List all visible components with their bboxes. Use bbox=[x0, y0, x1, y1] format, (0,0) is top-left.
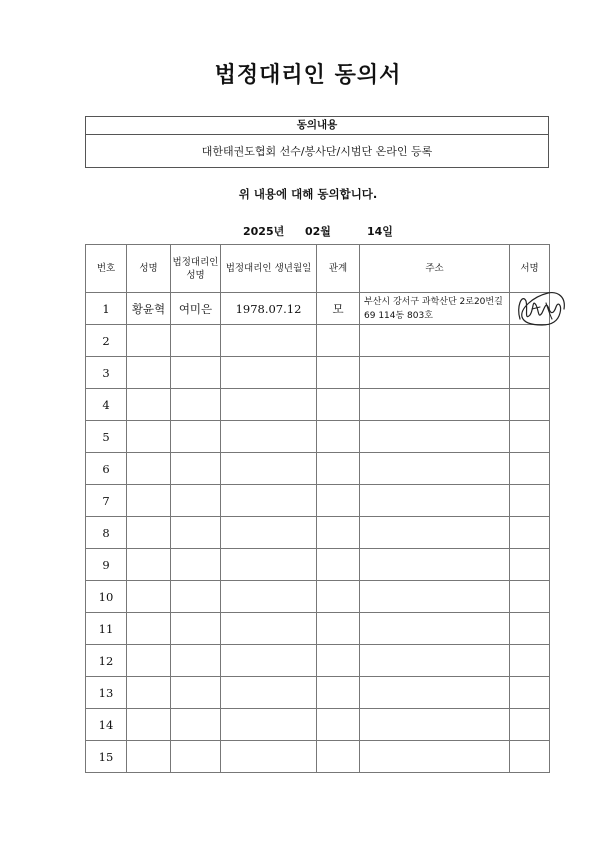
cell-name bbox=[127, 389, 171, 421]
cell-guardian-name bbox=[171, 421, 221, 453]
cell-guardian-name bbox=[171, 645, 221, 677]
cell-guardian-birth bbox=[221, 741, 317, 773]
date-year: 2025년 bbox=[243, 225, 285, 238]
cell-name bbox=[127, 677, 171, 709]
cell-guardian-name bbox=[171, 517, 221, 549]
cell-relation bbox=[317, 357, 360, 389]
cell-guardian-birth: 1978.07.12 bbox=[221, 293, 317, 325]
cell-address: 부산시 강서구 과학산단 2로20번길 69 114동 803호 bbox=[360, 293, 510, 325]
cell-relation bbox=[317, 741, 360, 773]
cell-guardian-birth bbox=[221, 485, 317, 517]
cell-signature bbox=[510, 485, 550, 517]
table-row bbox=[86, 645, 550, 677]
header-guardian-birth: 법정대리인 생년월일 bbox=[221, 245, 317, 293]
cell-signature bbox=[510, 453, 550, 485]
cell-guardian-birth bbox=[221, 581, 317, 613]
cell-address bbox=[360, 741, 510, 773]
cell-guardian-name bbox=[171, 357, 221, 389]
cell-relation bbox=[317, 421, 360, 453]
table-row bbox=[86, 581, 550, 613]
cell-name bbox=[127, 357, 171, 389]
table-row bbox=[86, 421, 550, 453]
date-day: 14일 bbox=[367, 225, 393, 238]
cell-no: 5 bbox=[86, 421, 127, 453]
cell-name bbox=[127, 645, 171, 677]
cell-guardian-birth bbox=[221, 709, 317, 741]
consent-box bbox=[85, 116, 549, 168]
cell-relation bbox=[317, 581, 360, 613]
cell-no: 12 bbox=[86, 645, 127, 677]
cell-name bbox=[127, 485, 171, 517]
cell-address bbox=[360, 549, 510, 581]
cell-no: 2 bbox=[86, 325, 127, 357]
cell-signature bbox=[510, 677, 550, 709]
cell-relation bbox=[317, 517, 360, 549]
cell-no: 3 bbox=[86, 357, 127, 389]
cell-no: 10 bbox=[86, 581, 127, 613]
table-row bbox=[86, 485, 550, 517]
cell-address bbox=[360, 709, 510, 741]
cell-address bbox=[360, 613, 510, 645]
table-row bbox=[86, 549, 550, 581]
cell-guardian-name bbox=[171, 549, 221, 581]
table-row bbox=[86, 677, 550, 709]
header-relation: 관계 bbox=[317, 245, 360, 293]
cell-guardian-name bbox=[171, 389, 221, 421]
cell-name bbox=[127, 709, 171, 741]
cell-signature bbox=[510, 421, 550, 453]
cell-signature bbox=[510, 517, 550, 549]
cell-guardian-birth bbox=[221, 389, 317, 421]
cell-guardian-birth bbox=[221, 613, 317, 645]
cell-no: 9 bbox=[86, 549, 127, 581]
table-row bbox=[86, 517, 550, 549]
cell-guardian-birth bbox=[221, 677, 317, 709]
cell-signature bbox=[510, 293, 550, 325]
table-row bbox=[86, 357, 550, 389]
cell-name bbox=[127, 741, 171, 773]
cell-no: 7 bbox=[86, 485, 127, 517]
cell-guardian-birth bbox=[221, 645, 317, 677]
cell-guardian-name bbox=[171, 677, 221, 709]
cell-name bbox=[127, 613, 171, 645]
cell-relation bbox=[317, 645, 360, 677]
cell-signature bbox=[510, 645, 550, 677]
cell-guardian-birth bbox=[221, 357, 317, 389]
cell-guardian-name bbox=[171, 613, 221, 645]
header-name: 성명 bbox=[127, 245, 171, 293]
cell-name bbox=[127, 453, 171, 485]
cell-relation bbox=[317, 613, 360, 645]
cell-address bbox=[360, 677, 510, 709]
cell-name bbox=[127, 549, 171, 581]
cell-guardian-name bbox=[171, 325, 221, 357]
cell-guardian-name bbox=[171, 485, 221, 517]
cell-name bbox=[127, 325, 171, 357]
cell-guardian-birth bbox=[221, 453, 317, 485]
cell-name bbox=[127, 581, 171, 613]
cell-signature bbox=[510, 389, 550, 421]
cell-guardian-birth bbox=[221, 549, 317, 581]
guardian-table bbox=[85, 244, 550, 773]
cell-no: 11 bbox=[86, 613, 127, 645]
date-month: 02월 bbox=[305, 225, 331, 238]
cell-guardian-name: 여미은 bbox=[171, 293, 221, 325]
header-guardian-name: 법정대리인 성명 bbox=[171, 245, 221, 293]
cell-relation bbox=[317, 453, 360, 485]
consent-header: 동의내용 bbox=[86, 117, 548, 135]
header-address: 주소 bbox=[360, 245, 510, 293]
cell-guardian-birth bbox=[221, 325, 317, 357]
cell-guardian-name bbox=[171, 741, 221, 773]
table-row bbox=[86, 293, 550, 325]
cell-address bbox=[360, 485, 510, 517]
cell-relation: 모 bbox=[317, 293, 360, 325]
cell-name bbox=[127, 517, 171, 549]
cell-no: 4 bbox=[86, 389, 127, 421]
table-row bbox=[86, 741, 550, 773]
cell-no: 13 bbox=[86, 677, 127, 709]
cell-address bbox=[360, 421, 510, 453]
cell-relation bbox=[317, 325, 360, 357]
cell-address bbox=[360, 517, 510, 549]
agree-statement: 위 내용에 대해 동의합니다. bbox=[238, 187, 378, 201]
cell-guardian-name bbox=[171, 709, 221, 741]
table-header-row bbox=[86, 245, 550, 293]
cell-no: 6 bbox=[86, 453, 127, 485]
header-signature: 서명 bbox=[510, 245, 550, 293]
cell-address bbox=[360, 581, 510, 613]
handwritten-signature bbox=[512, 279, 572, 335]
cell-no: 14 bbox=[86, 709, 127, 741]
cell-name: 황윤혁 bbox=[127, 293, 171, 325]
cell-signature bbox=[510, 581, 550, 613]
cell-signature bbox=[510, 549, 550, 581]
consent-text: 대한태권도협회 선수/봉사단/시범단 온라인 등록 bbox=[201, 145, 433, 158]
cell-guardian-birth bbox=[221, 421, 317, 453]
cell-relation bbox=[317, 709, 360, 741]
cell-address bbox=[360, 645, 510, 677]
table-row bbox=[86, 325, 550, 357]
cell-guardian-birth bbox=[221, 517, 317, 549]
cell-signature bbox=[510, 357, 550, 389]
cell-address bbox=[360, 357, 510, 389]
cell-signature bbox=[510, 709, 550, 741]
cell-no: 15 bbox=[86, 741, 127, 773]
cell-guardian-name bbox=[171, 453, 221, 485]
cell-no: 8 bbox=[86, 517, 127, 549]
cell-signature bbox=[510, 741, 550, 773]
cell-address bbox=[360, 325, 510, 357]
cell-relation bbox=[317, 549, 360, 581]
cell-address bbox=[360, 453, 510, 485]
cell-name bbox=[127, 421, 171, 453]
table-row bbox=[86, 613, 550, 645]
cell-signature bbox=[510, 613, 550, 645]
cell-address bbox=[360, 389, 510, 421]
table-row bbox=[86, 389, 550, 421]
table-row bbox=[86, 453, 550, 485]
cell-relation bbox=[317, 485, 360, 517]
table-row bbox=[86, 709, 550, 741]
cell-relation bbox=[317, 389, 360, 421]
cell-guardian-name bbox=[171, 581, 221, 613]
document-title: 법정대리인 동의서 bbox=[214, 63, 402, 88]
cell-relation bbox=[317, 677, 360, 709]
header-no: 번호 bbox=[86, 245, 127, 293]
cell-no: 1 bbox=[86, 293, 127, 325]
